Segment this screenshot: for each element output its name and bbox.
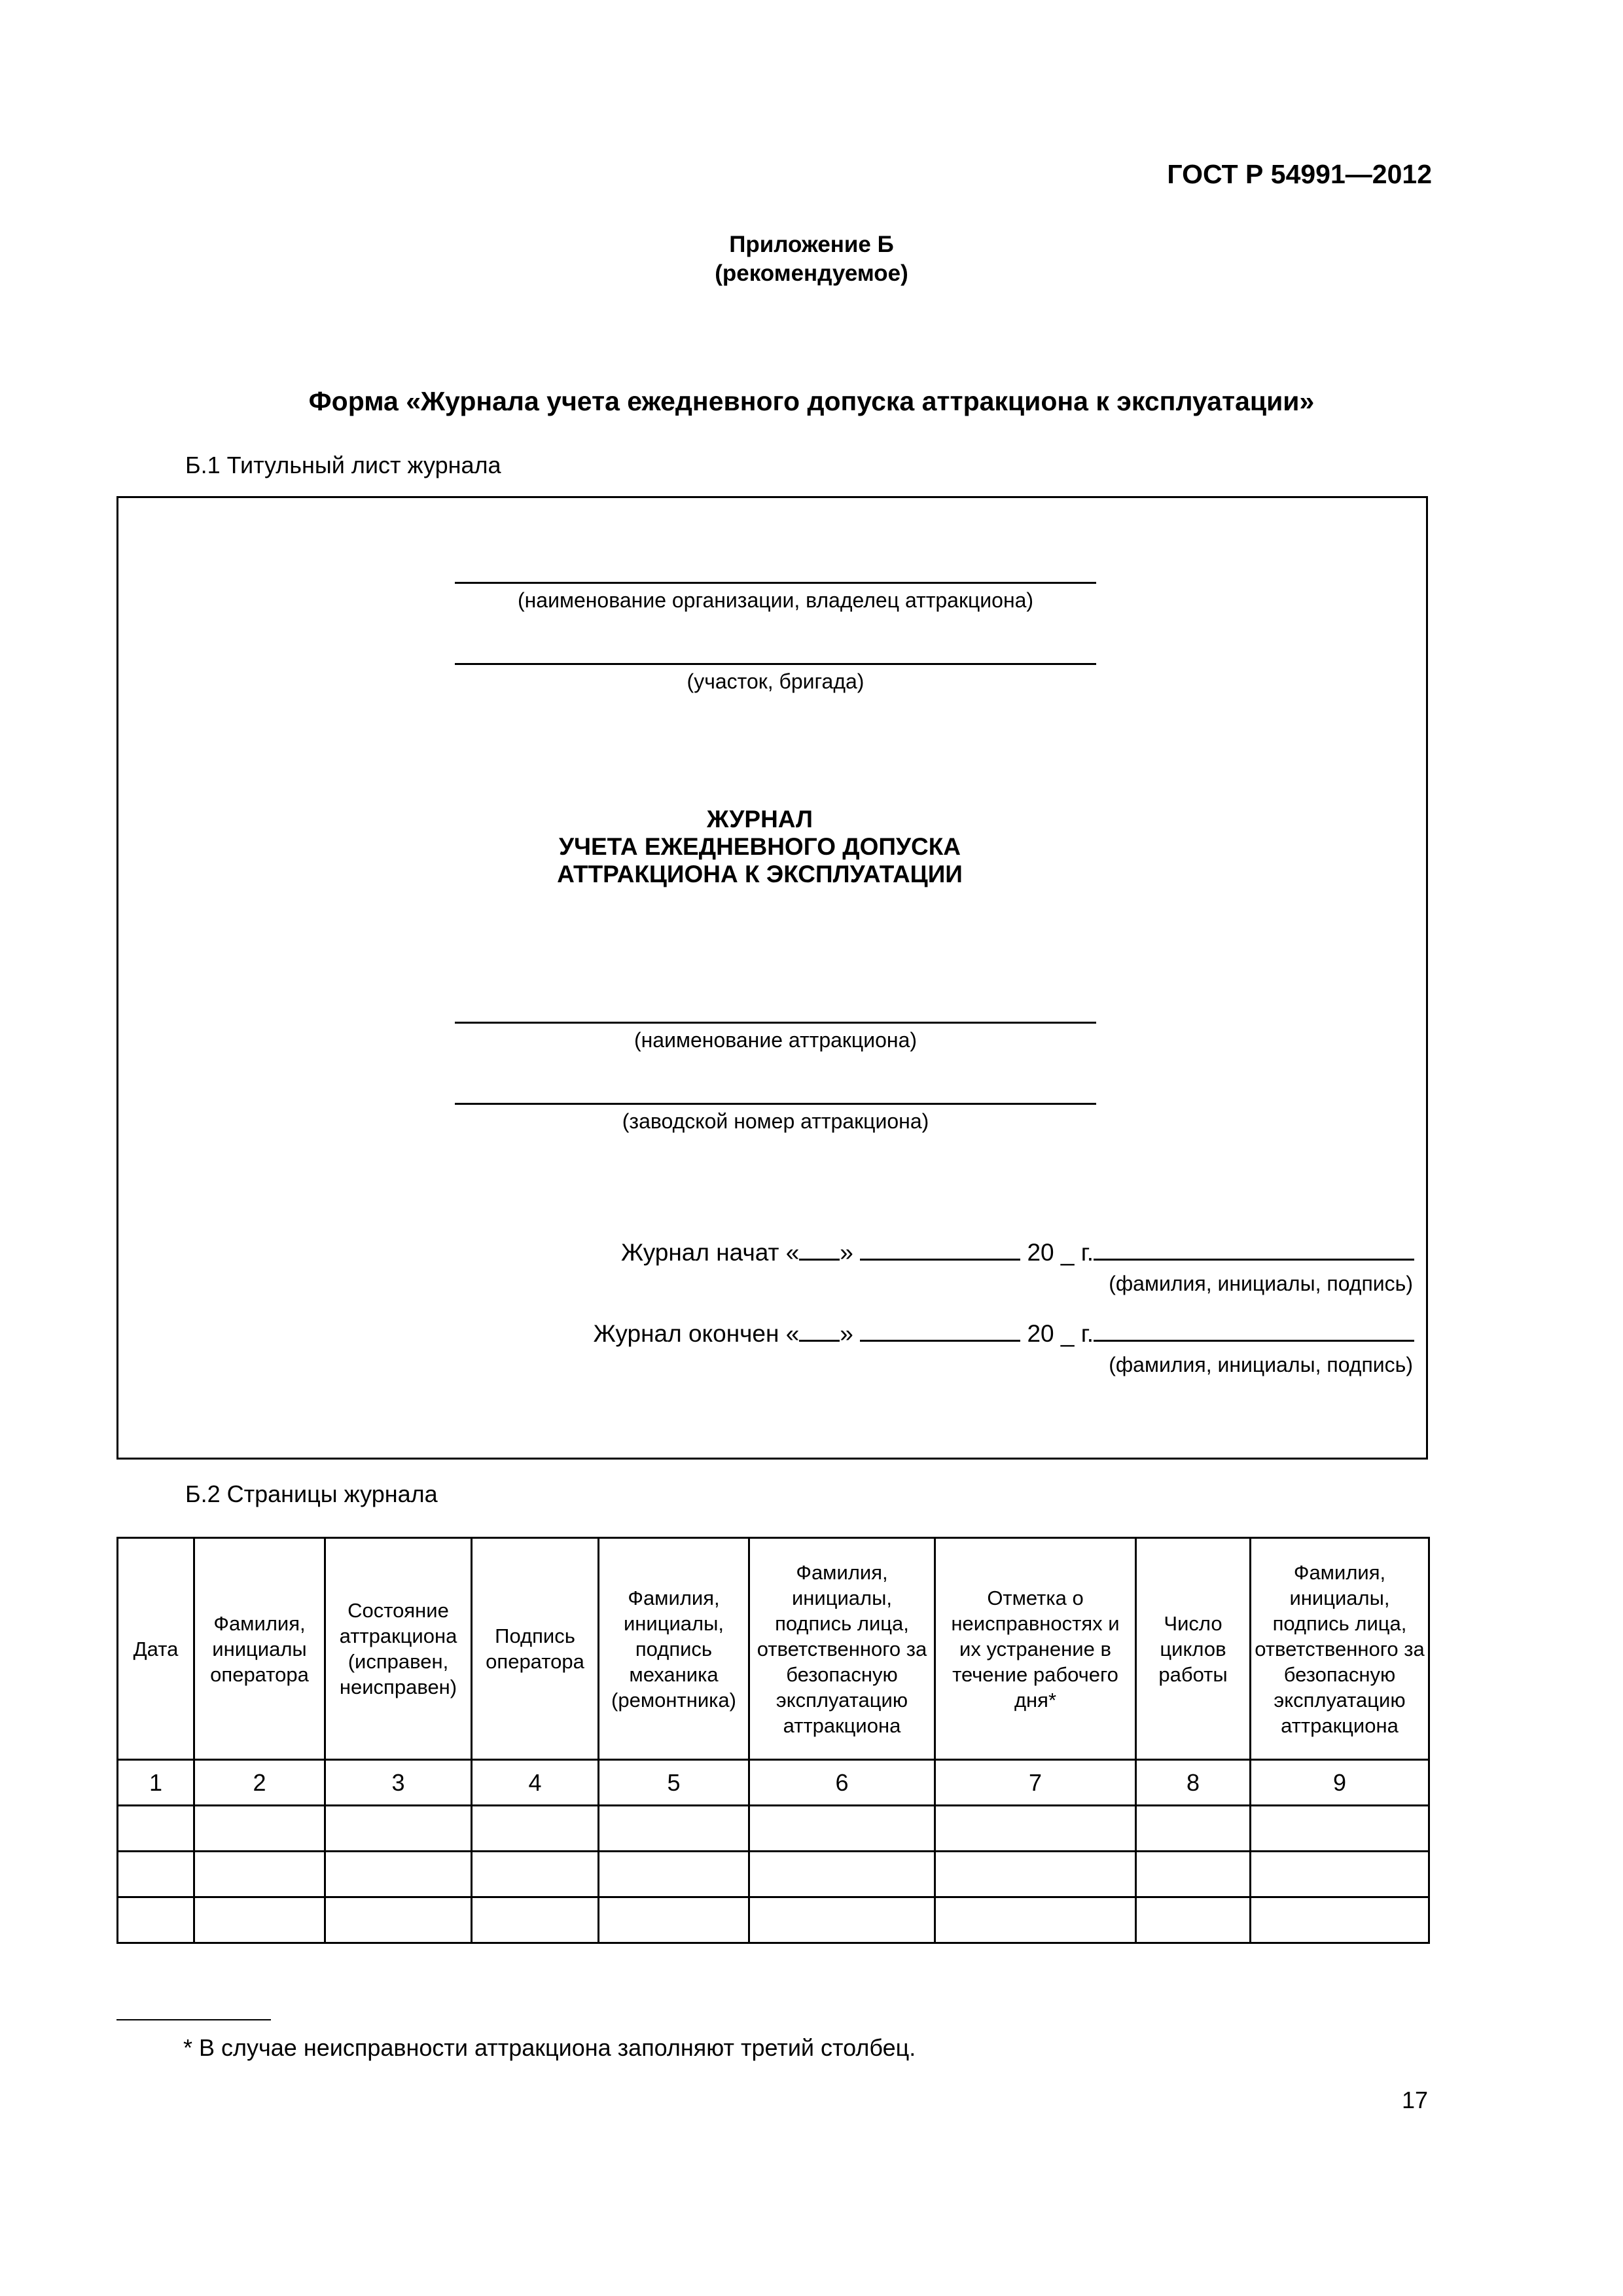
attraction-name-fill-line[interactable]	[455, 1022, 1096, 1024]
attraction-name-caption: (наименование аттракциона)	[633, 1028, 918, 1052]
table-cell[interactable]	[749, 1897, 935, 1943]
end-signature-field[interactable]	[1094, 1320, 1414, 1342]
journal-ended-line	[594, 1320, 1414, 1348]
table-cell[interactable]	[1136, 1897, 1251, 1943]
section-heading-pages: Б.2 Страницы журнала	[185, 1480, 438, 1507]
table-cell[interactable]	[472, 1897, 599, 1943]
start-signature-field[interactable]	[1094, 1239, 1414, 1261]
column-number: 3	[325, 1760, 472, 1806]
column-number: 2	[194, 1760, 325, 1806]
column-header: Фамилия, инициалы, подпись механика (ремонтника)	[599, 1538, 749, 1760]
column-number: 4	[472, 1760, 599, 1806]
column-number: 7	[935, 1760, 1136, 1806]
column-header: Дата	[118, 1538, 194, 1760]
journal-started-label: Журнал начат «	[620, 1239, 800, 1266]
annex-title: Приложение Б	[729, 232, 894, 257]
table-cell[interactable]	[935, 1897, 1136, 1943]
table-cell[interactable]	[935, 1806, 1136, 1852]
journal-ended-label: Журнал окончен «	[593, 1320, 800, 1347]
journal-started-line	[621, 1239, 1414, 1266]
column-header: Число циклов работы	[1136, 1538, 1251, 1760]
start-year-text: 20 _ г.	[1027, 1239, 1094, 1266]
section-caption: (участок, бригада)	[687, 670, 865, 693]
table-cell[interactable]	[194, 1852, 325, 1897]
table-row	[118, 1806, 1429, 1852]
serial-number-caption: (заводской номер аттракциона)	[622, 1109, 929, 1133]
page-number: 17	[1401, 2087, 1428, 2113]
table-cell[interactable]	[325, 1897, 472, 1943]
start-signature-caption: (фамилия, инициалы, подпись)	[1109, 1272, 1413, 1295]
table-header-row	[118, 1538, 1429, 1760]
footnote: * В случае неисправности аттракциона заполняют третий столбец.	[183, 2034, 916, 2061]
footnote-divider	[116, 2019, 271, 2020]
table-cell[interactable]	[1251, 1897, 1429, 1943]
journal-title-line: АТТРАКЦИОНА К ЭКСПЛУАТАЦИИ	[557, 861, 963, 888]
table-row	[118, 1897, 1429, 1943]
standard-designation: ГОСТ Р 54991—2012	[1167, 159, 1432, 189]
table-cell[interactable]	[118, 1897, 194, 1943]
start-day-field[interactable]	[799, 1239, 840, 1261]
table-cell[interactable]	[194, 1897, 325, 1943]
end-day-field[interactable]	[799, 1320, 840, 1342]
table-cell[interactable]	[472, 1852, 599, 1897]
table-cell[interactable]	[194, 1806, 325, 1852]
organization-caption: (наименование организации, владелец аттракциона)	[517, 588, 1034, 612]
table-cell[interactable]	[749, 1806, 935, 1852]
start-month-field[interactable]	[860, 1239, 1020, 1261]
table-row	[118, 1852, 1429, 1897]
column-number: 5	[599, 1760, 749, 1806]
column-header: Фамилия, инициалы, подпись лица, ответственного за безопасную эксплуатацию аттракциона	[1251, 1538, 1429, 1760]
organization-fill-line[interactable]	[455, 582, 1096, 584]
table-cell[interactable]	[325, 1806, 472, 1852]
table-cell[interactable]	[935, 1852, 1136, 1897]
quote-close: »	[840, 1239, 853, 1266]
title-page-frame	[116, 496, 1428, 1460]
end-year-text: 20 _ г.	[1027, 1320, 1094, 1347]
journal-title	[315, 806, 1205, 888]
column-header: Подпись оператора	[472, 1538, 599, 1760]
section-fill-line[interactable]	[455, 663, 1096, 665]
table-cell[interactable]	[118, 1806, 194, 1852]
table-cell[interactable]	[1136, 1806, 1251, 1852]
table-cell[interactable]	[599, 1806, 749, 1852]
table-cell[interactable]	[325, 1852, 472, 1897]
journal-title-line: УЧЕТА ЕЖЕДНЕВНОГО ДОПУСКА	[558, 833, 961, 860]
end-signature-caption: (фамилия, инициалы, подпись)	[1109, 1353, 1413, 1376]
column-header: Состояние аттракциона (исправен, неисправен)	[325, 1538, 472, 1760]
table-cell[interactable]	[118, 1852, 194, 1897]
table-cell[interactable]	[1251, 1852, 1429, 1897]
annex-subtitle: (рекомендуемое)	[715, 260, 908, 286]
end-month-field[interactable]	[860, 1320, 1020, 1342]
table-cell[interactable]	[1251, 1806, 1429, 1852]
journal-title-line: ЖУРНАЛ	[707, 806, 813, 833]
column-number-row	[118, 1760, 1429, 1806]
table-cell[interactable]	[599, 1897, 749, 1943]
table-cell[interactable]	[749, 1852, 935, 1897]
column-header: Отметка о неисправностях и их устранение в течение рабочего дня*	[935, 1538, 1136, 1760]
quote-close: »	[840, 1320, 853, 1347]
table-cell[interactable]	[599, 1852, 749, 1897]
form-title: Форма «Журнала учета ежедневного допуска аттракциона к эксплуатации»	[308, 386, 1315, 416]
table-cell[interactable]	[1136, 1852, 1251, 1897]
serial-number-fill-line[interactable]	[455, 1103, 1096, 1105]
column-header: Фамилия, инициалы оператора	[194, 1538, 325, 1760]
column-number: 9	[1251, 1760, 1429, 1806]
column-header: Фамилия, инициалы, подпись лица, ответственного за безопасную эксплуатацию аттракциона	[749, 1538, 935, 1760]
journal-pages-table	[116, 1537, 1430, 1944]
section-heading-title-page: Б.1 Титульный лист журнала	[185, 452, 501, 478]
column-number: 6	[749, 1760, 935, 1806]
column-number: 8	[1136, 1760, 1251, 1806]
table-cell[interactable]	[472, 1806, 599, 1852]
column-number: 1	[118, 1760, 194, 1806]
